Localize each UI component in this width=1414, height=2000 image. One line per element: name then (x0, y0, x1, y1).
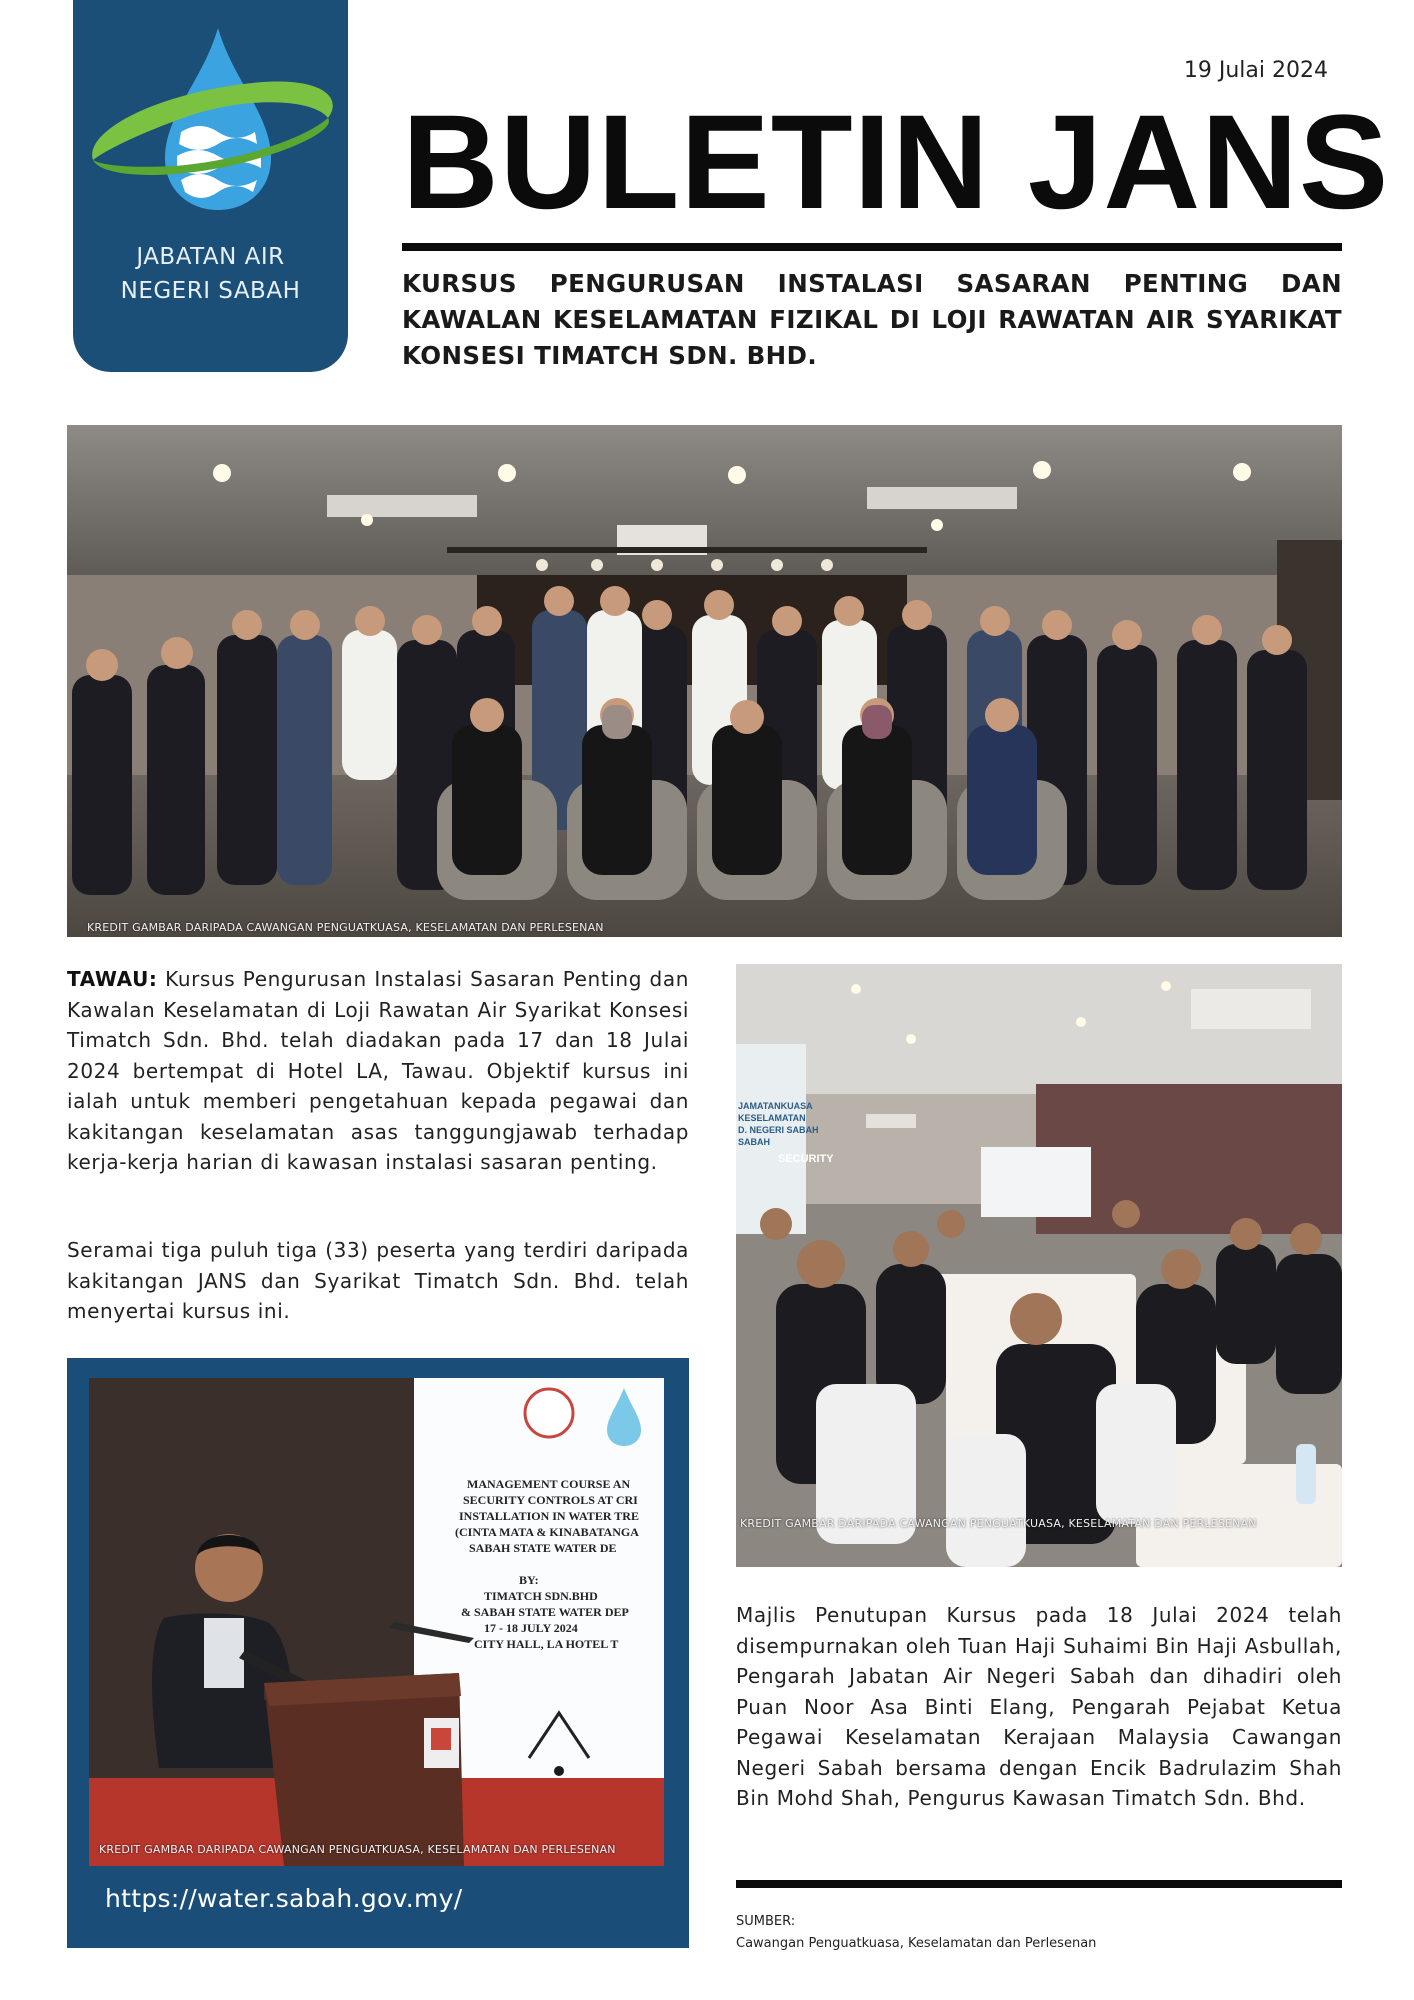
source-label: SUMBER: (736, 1914, 796, 1929)
banner-line-4: (CINTA MATA & KINABATANGA (455, 1525, 639, 1539)
article-paragraph-2: Seramai tiga puluh tiga (33) peserta yang terdiri daripada kakitangan JANS dan Syarikat Timatch Sdn. Bhd. telah menyertai kursus ini. (67, 1238, 689, 1323)
banner-line-3: INSTALLATION IN WATER TRE (459, 1509, 639, 1523)
header-divider (402, 243, 1342, 251)
speaker-photo-frame (67, 1358, 689, 1948)
banner-line-6: BY: (519, 1573, 539, 1587)
banner-line-2: SECURITY CONTROLS AT CRI (463, 1493, 638, 1507)
banner-line-8: & SABAH STATE WATER DEP (461, 1605, 629, 1619)
banner-line-1: MANAGEMENT COURSE AN (467, 1477, 631, 1491)
classroom-photo (736, 964, 1342, 1567)
source-text: Cawangan Penguatkuasa, Keselamatan dan Perlesenan (736, 1936, 1097, 1951)
classroom-security-tag: SECURITY (778, 1153, 834, 1165)
banner-line-10: CITY HALL, LA HOTEL T (474, 1637, 619, 1651)
screen-text-4: SABAH (738, 1137, 771, 1147)
classroom-photo-credit: KREDIT GAMBAR DARIPADA CAWANGAN PENGUATKUASA, KESELAMATAN DAN PERLESENAN (740, 1517, 1257, 1530)
speaker-photo-credit: KREDIT GAMBAR DARIPADA CAWANGAN PENGUATKUASA, KESELAMATAN DAN PERLESENAN (99, 1843, 616, 1856)
speaker-photo (89, 1378, 664, 1866)
article-paragraph-3: Majlis Penutupan Kursus pada 18 Julai 2024 telah disempurnakan oleh Tuan Haji Suhaimi Bin Haji Asbullah, Pengarah Jabatan Air Negeri Sabah dan dihadiri oleh Puan Noor Asa Binti Elang, Pengarah Pejabat Ketua Pegawai Keselamatan Kerajaan Malaysia Cawangan Negeri Sabah bersama dengan Encik Badrulazim Shah Bin Mohd Shah, Pengurus Kawasan Timatch Sdn. Bhd. (736, 1603, 1342, 1810)
banner-line-9: 17 - 18 JULY 2024 (484, 1621, 578, 1635)
page-title: BULETIN JANS (402, 88, 1390, 237)
dateline: TAWAU: (67, 967, 158, 991)
group-photo-credit: KREDIT GAMBAR DARIPADA CAWANGAN PENGUATKUASA, KESELAMATAN DAN PERLESENAN (87, 921, 604, 934)
footer-divider (736, 1880, 1342, 1888)
water-drop-logo-icon (73, 20, 348, 220)
banner-line-5: SABAH STATE WATER DE (469, 1541, 617, 1555)
website-link[interactable]: https://water.sabah.gov.my/ (105, 1884, 463, 1913)
banner-line-7: TIMATCH SDN.BHD (484, 1589, 598, 1603)
logo-line-1: JABATAN AIR (136, 244, 285, 270)
screen-text-1: JAMATANKUASA (738, 1101, 813, 1111)
screen-text-2: KESELAMATAN (738, 1113, 806, 1123)
group-photo (67, 425, 1342, 937)
logo-card (73, 0, 348, 372)
publication-date: 19 Julai 2024 (1183, 58, 1328, 83)
article-paragraph-1: TAWAU: Kursus Pengurusan Instalasi Sasaran Penting dan Kawalan Keselamatan di Loji Rawatan Air Syarikat Konsesi Timatch Sdn. Bhd. telah diadakan pada 17 dan 18 Julai 2024 bertempat di Hotel LA, Tawau. Objektif kursus ini ialah untuk memberi pengetahuan kepada pegawai dan kakitangan keselamatan asas tanggungjawab terhadap kerja-kerja harian di kawasan instalasi sasaran penting. (67, 967, 689, 1174)
headline: KURSUS PENGURUSAN INSTALASI SASARAN PENTING DAN KAWALAN KESELAMATAN FIZIKAL DI LOJI RAWATAN AIR SYARIKAT KONSESI TIMATCH SDN. BHD. (402, 269, 1342, 370)
screen-text-3: D. NEGERI SABAH (738, 1125, 819, 1135)
logo-line-2: NEGERI SABAH (120, 278, 301, 304)
